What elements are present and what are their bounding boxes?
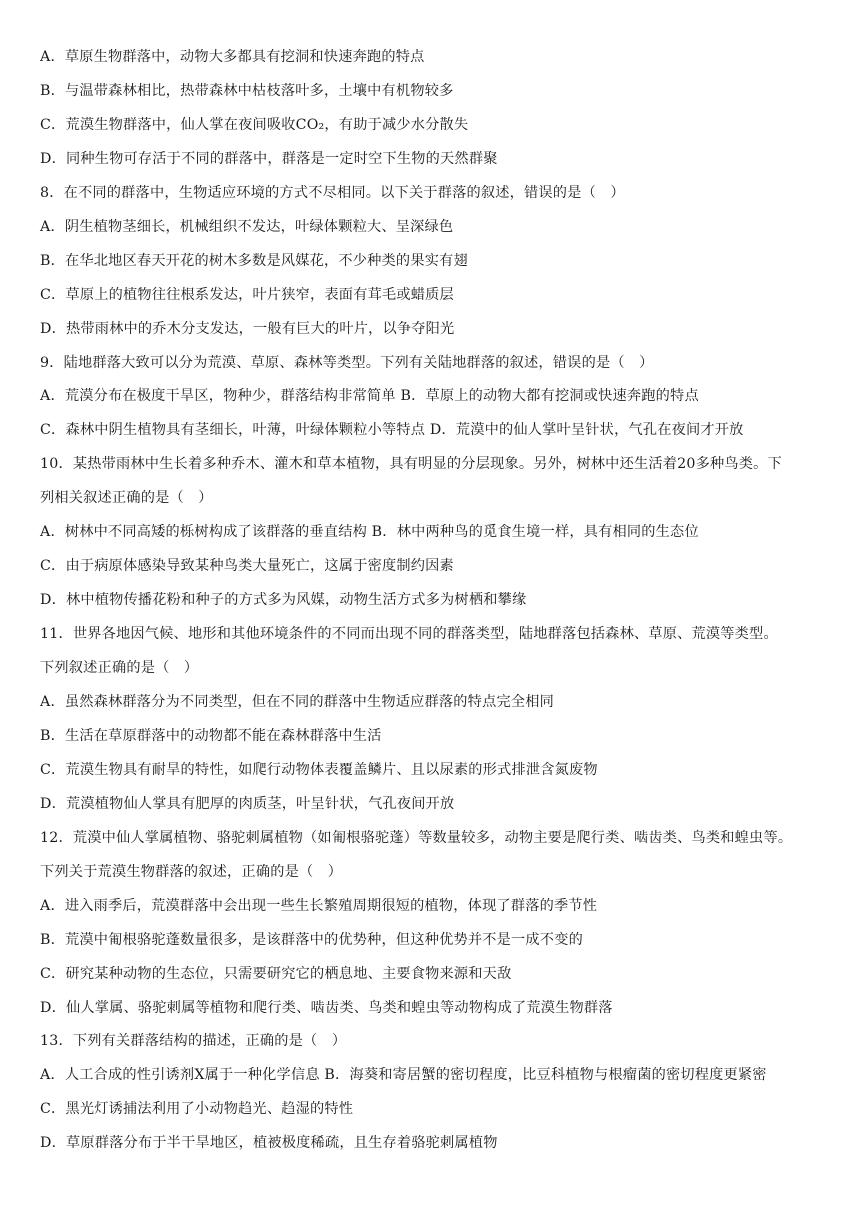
question-12-stem: 12．荒漠中仙人掌属植物、骆驼刺属植物（如匍根骆驼蓬）等数量较多，动物主要是爬行类、啮齿类、鸟类和蝗虫等。 <box>40 830 793 846</box>
option-8d: D．热带雨林中的乔木分支发达，一般有巨大的叶片，以争夺阳光 <box>40 321 455 337</box>
option-7b: B．与温带森林相比，热带森林中枯枝落叶多，土壤中有机物较多 <box>40 83 454 99</box>
option-10c: C．由于病原体感染导致某种鸟类大量死亡，这属于密度制约因素 <box>40 558 454 574</box>
option-9cd: C．森林中阴生植物具有茎细长，叶薄，叶绿体颗粒小等特点 D．荒漠中的仙人掌叶呈针状，气孔在夜间才开放 <box>40 422 744 438</box>
option-12c: C．研究某种动物的生态位，只需要研究它的栖息地、主要食物来源和天敌 <box>40 966 512 982</box>
option-7c-text: C．荒漠生物群落中，仙人掌在夜间吸收CO₂，有助于减少水分散失 <box>40 117 469 133</box>
question-11-stem: 11．世界各地因气候、地形和其他环境条件的不同而出现不同的群落类型，陆地群落包括森林、草原、荒漠等类型。 <box>40 626 778 642</box>
option-11c: C．荒漠生物具有耐旱的特性，如爬行动物体表覆盖鳞片、且以尿素的形式排泄含氮废物 <box>40 762 598 778</box>
option-7d: D．同种生物可存活于不同的群落中，群落是一定时空下生物的天然群聚 <box>40 151 498 167</box>
option-8b: B．在华北地区春天开花的树木多数是风媒花，不少种类的果实有翅 <box>40 253 468 269</box>
option-8a: A．阴生植物茎细长，机械组织不发达，叶绿体颗粒大、呈深绿色 <box>40 219 454 235</box>
question-11-stem-cont: 下列叙述正确的是（ ） <box>40 660 199 676</box>
option-7c <box>40 115 468 135</box>
option-9ab: A．荒漠分布在极度干旱区，物种少，群落结构非常简单 B．草原上的动物大都有挖洞或快速奔跑的特点 <box>40 388 699 404</box>
question-12-stem-cont: 下列关于荒漠生物群落的叙述，正确的是（ ） <box>40 864 343 880</box>
question-10-stem: 10．某热带雨林中生长着多种乔木、灌木和草本植物，具有明显的分层现象。另外，树林中还生活着20多种鸟类。下 <box>40 456 782 472</box>
option-10ab: A．树林中不同高矮的栎树构成了该群落的垂直结构 B．林中两种鸟的觅食生境一样，具有相同的生态位 <box>40 524 699 540</box>
option-12b: B．荒漠中匍根骆驼蓬数量很多，是该群落中的优势种，但这种优势并不是一成不变的 <box>40 932 583 948</box>
question-9-stem: 9．陆地群落大致可以分为荒漠、草原、森林等类型。下列有关陆地群落的叙述，错误的是（ ） <box>40 355 654 371</box>
option-13ab: A．人工合成的性引诱剂X属于一种化学信息 B．海葵和寄居蟹的密切程度，比豆科植物与根瘤菌的密切程度更紧密 <box>40 1067 767 1083</box>
question-10-stem-cont: 列相关叙述正确的是（ ） <box>40 490 213 506</box>
option-13d: D．草原群落分布于半干旱地区，植被极度稀疏，且生存着骆驼刺属植物 <box>40 1135 498 1151</box>
option-10d: D．林中植物传播花粉和种子的方式多为风媒，动物生活方式多为树栖和攀缘 <box>40 592 527 608</box>
option-8c: C．草原上的植物往往根系发达，叶片狭窄，表面有茸毛或蜡质层 <box>40 287 454 303</box>
option-11a: A．虽然森林群落分为不同类型，但在不同的群落中生物适应群落的特点完全相同 <box>40 694 555 710</box>
option-12d: D．仙人掌属、骆驼刺属等植物和爬行类、啮齿类、鸟类和蝗虫等动物构成了荒漠生物群落 <box>40 1000 613 1016</box>
option-12a: A．进入雨季后，荒漠群落中会出现一些生长繁殖周期很短的植物，体现了群落的季节性 <box>40 898 598 914</box>
option-13c: C．黑光灯诱捕法利用了小动物趋光、趋湿的特性 <box>40 1101 354 1117</box>
option-7a: A．草原生物群落中，动物大多都具有挖洞和快速奔跑的特点 <box>40 49 425 65</box>
option-11b: B．生活在草原群落中的动物都不能在森林群落中生活 <box>40 728 382 744</box>
question-13-stem: 13．下列有关群落结构的描述，正确的是（ ） <box>40 1033 347 1049</box>
option-11d: D．荒漠植物仙人掌具有肥厚的肉质茎，叶呈针状，气孔夜间开放 <box>40 796 455 812</box>
question-8-stem: 8．在不同的群落中，生物适应环境的方式不尽相同。以下关于群落的叙述，错误的是（ ） <box>40 185 625 201</box>
